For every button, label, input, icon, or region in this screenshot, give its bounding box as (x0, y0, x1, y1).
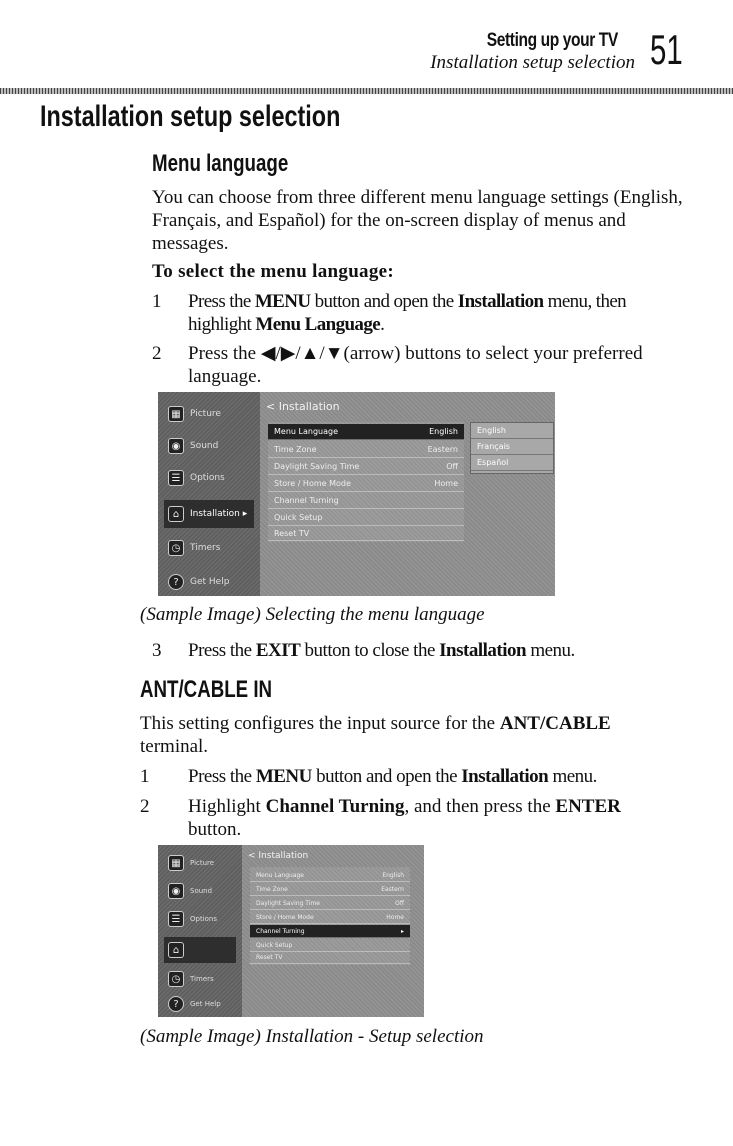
tv-row-value: English (429, 427, 458, 436)
menu-language-step-3 (152, 639, 692, 662)
figure-caption: (Sample Image) Selecting the menu language (140, 604, 485, 625)
sidebar-item-label: Get Help (190, 1000, 221, 1008)
sidebar-item-picture (164, 851, 236, 875)
help-icon: ? (168, 574, 184, 590)
sidebar-item-help (164, 993, 236, 1015)
sidebar-item-sound (164, 432, 254, 460)
tv-row-label: Channel Turning (274, 496, 339, 505)
sidebar-item-picture (164, 400, 254, 428)
installation-icon: ⌂ (168, 506, 184, 522)
intro-text: terminal. (140, 736, 209, 757)
step-text: menu, then highlight (188, 291, 627, 335)
sidebar-item-label: Installation ▸ (190, 509, 248, 519)
header-rule (0, 88, 733, 94)
tv-row-menu-language (268, 424, 464, 440)
step-number: 2 (152, 343, 162, 364)
sidebar-item-sound (164, 879, 236, 903)
tv-row-menu-language (250, 869, 410, 882)
step-number: 1 (140, 766, 150, 787)
menu-language-step-1 (152, 290, 692, 336)
page-number: 51 (650, 26, 683, 73)
tv-row-label: Quick Setup (274, 513, 323, 522)
running-header-title: Setting up your TV (486, 30, 618, 51)
sidebar-item-label: Sound (190, 887, 213, 895)
step-text: Press the ◀/▶/▲/▼(arrow) buttons to select your preferred language. (188, 343, 643, 387)
timer-icon: ◷ (168, 971, 184, 987)
tv-row-label: Reset TV (274, 528, 310, 538)
tv-row-label: Daylight Saving Time (274, 462, 360, 471)
tv-row-label: Time Zone (256, 885, 288, 893)
sidebar-item-label: Options (190, 915, 218, 923)
sidebar-item-label: Sound (190, 441, 219, 451)
tv-row-reset-tv (250, 952, 410, 964)
help-icon: ? (168, 996, 184, 1012)
step-text: button. (188, 819, 242, 840)
tv-installation-panel (250, 867, 410, 965)
installation-ref: Installation (457, 291, 544, 312)
menu-language-heading: Menu language (152, 150, 289, 177)
step-text: button to close the (300, 640, 440, 661)
tv-row-value: Off (446, 462, 458, 471)
ant-cable-heading: ANT/CABLE IN (140, 676, 273, 703)
figure-caption: (Sample Image) Installation - Setup selection (140, 1026, 484, 1047)
tv-row-channel-turning (268, 493, 464, 509)
exit-button-ref: EXIT (255, 640, 301, 661)
tv-row-store-home (250, 911, 410, 924)
channel-turning-ref: Channel Turning (265, 796, 405, 817)
tv-row-label: Menu Language (274, 427, 338, 436)
timer-icon: ◷ (168, 540, 184, 556)
tv-row-time-zone (250, 883, 410, 896)
tv-row-reset-tv (268, 526, 464, 541)
tv-row-label: Reset TV (256, 954, 283, 961)
step-text: menu. (526, 640, 575, 661)
sidebar-item-label: Options (190, 473, 225, 483)
menu-button-ref: MENU (255, 766, 312, 787)
tv-row-label: Store / Home Mode (256, 913, 314, 921)
language-option: Français (471, 439, 553, 455)
tv-row-value: Eastern (427, 445, 458, 454)
tv-menu-title: < Installation (266, 400, 340, 413)
tv-row-value: Home (434, 479, 458, 488)
language-option: Español (471, 455, 553, 471)
step-text: button and open the (310, 291, 458, 312)
step-number: 1 (152, 291, 162, 312)
sidebar-item-help (164, 568, 254, 596)
sidebar-item-label: Get Help (190, 577, 230, 587)
section-title: Installation setup selection (40, 100, 341, 133)
menu-language-lead: To select the menu language: (152, 261, 395, 282)
menu-button-ref: MENU (254, 291, 311, 312)
ant-cable-step-1 (140, 765, 680, 788)
tv-row-value: Eastern (381, 885, 404, 893)
tv-row-label: Channel Turning (256, 927, 305, 935)
tv-installation-panel (268, 422, 464, 542)
language-option: English (471, 423, 553, 439)
picture-icon: ▦ (168, 406, 184, 422)
tv-menu-title: < Installation (248, 851, 309, 861)
installation-ref: Installation (461, 766, 549, 787)
sidebar-item-timers (164, 534, 254, 562)
sidebar-item-label: Timers (190, 543, 221, 553)
sidebar-item-installation (164, 500, 254, 528)
tv-row-label: Time Zone (274, 445, 317, 454)
tv-row-quick-setup (268, 510, 464, 526)
tv-row-value: Off (395, 899, 404, 907)
tv-sidebar (158, 845, 242, 1017)
menu-language-ref: Menu Language (255, 314, 381, 335)
tv-row-time-zone (268, 442, 464, 458)
step-text: button and open the (311, 766, 462, 787)
sidebar-item-options (164, 464, 254, 492)
language-options-popup (470, 422, 554, 474)
tv-row-label: Quick Setup (256, 941, 293, 949)
sound-icon: ◉ (168, 883, 184, 899)
step-text: . (380, 314, 385, 335)
installation-icon: ⌂ (168, 942, 184, 958)
tv-row-label: Store / Home Mode (274, 479, 351, 488)
tv-screen-channel-turning (158, 845, 424, 1017)
running-header-subtitle: Installation setup selection (430, 52, 635, 73)
picture-icon: ▦ (168, 855, 184, 871)
step-number: 3 (152, 640, 162, 661)
step-text: Press the (188, 766, 256, 787)
step-text: Press the (188, 640, 256, 661)
tv-row-quick-setup (250, 939, 410, 952)
tv-row-store-home (268, 476, 464, 492)
tv-row-value: ▸ (400, 927, 404, 935)
tv-row-channel-turning (250, 925, 410, 938)
tv-row-label: Daylight Saving Time (256, 899, 320, 907)
step-text: Press the (188, 291, 255, 312)
tv-row-value: English (382, 871, 404, 879)
tv-row-label: Menu Language (256, 871, 304, 879)
ant-cable-intro (140, 712, 660, 758)
sidebar-item-label: Picture (190, 859, 215, 867)
step-number: 2 (140, 796, 150, 817)
intro-text: This setting configures the input source for the (140, 713, 500, 734)
enter-button-ref: ENTER (555, 796, 621, 817)
step-text: Highlight (188, 796, 266, 817)
tv-row-daylight-saving (250, 897, 410, 910)
sidebar-item-label: Timers (190, 975, 214, 983)
tv-row-value: Home (386, 913, 404, 921)
sidebar-item-installation (164, 937, 236, 963)
options-icon: ☰ (168, 911, 184, 927)
tv-sidebar (158, 392, 260, 596)
sound-icon: ◉ (168, 438, 184, 454)
ant-cable-ref: ANT/CABLE (499, 713, 611, 734)
installation-ref: Installation (439, 640, 527, 661)
ant-cable-step-2 (140, 795, 660, 841)
step-text: menu. (548, 766, 597, 787)
step-text: , and then press the (404, 796, 556, 817)
menu-language-intro: You can choose from three different menu language settings (English, Français, and Español) for the on-screen display of menus and messages. (152, 187, 683, 254)
options-icon: ☰ (168, 470, 184, 486)
menu-language-step-2 (152, 342, 692, 388)
sidebar-item-timers (164, 967, 236, 991)
sidebar-item-options (164, 907, 236, 931)
tv-row-daylight-saving (268, 459, 464, 475)
sidebar-item-label: Picture (190, 409, 221, 419)
